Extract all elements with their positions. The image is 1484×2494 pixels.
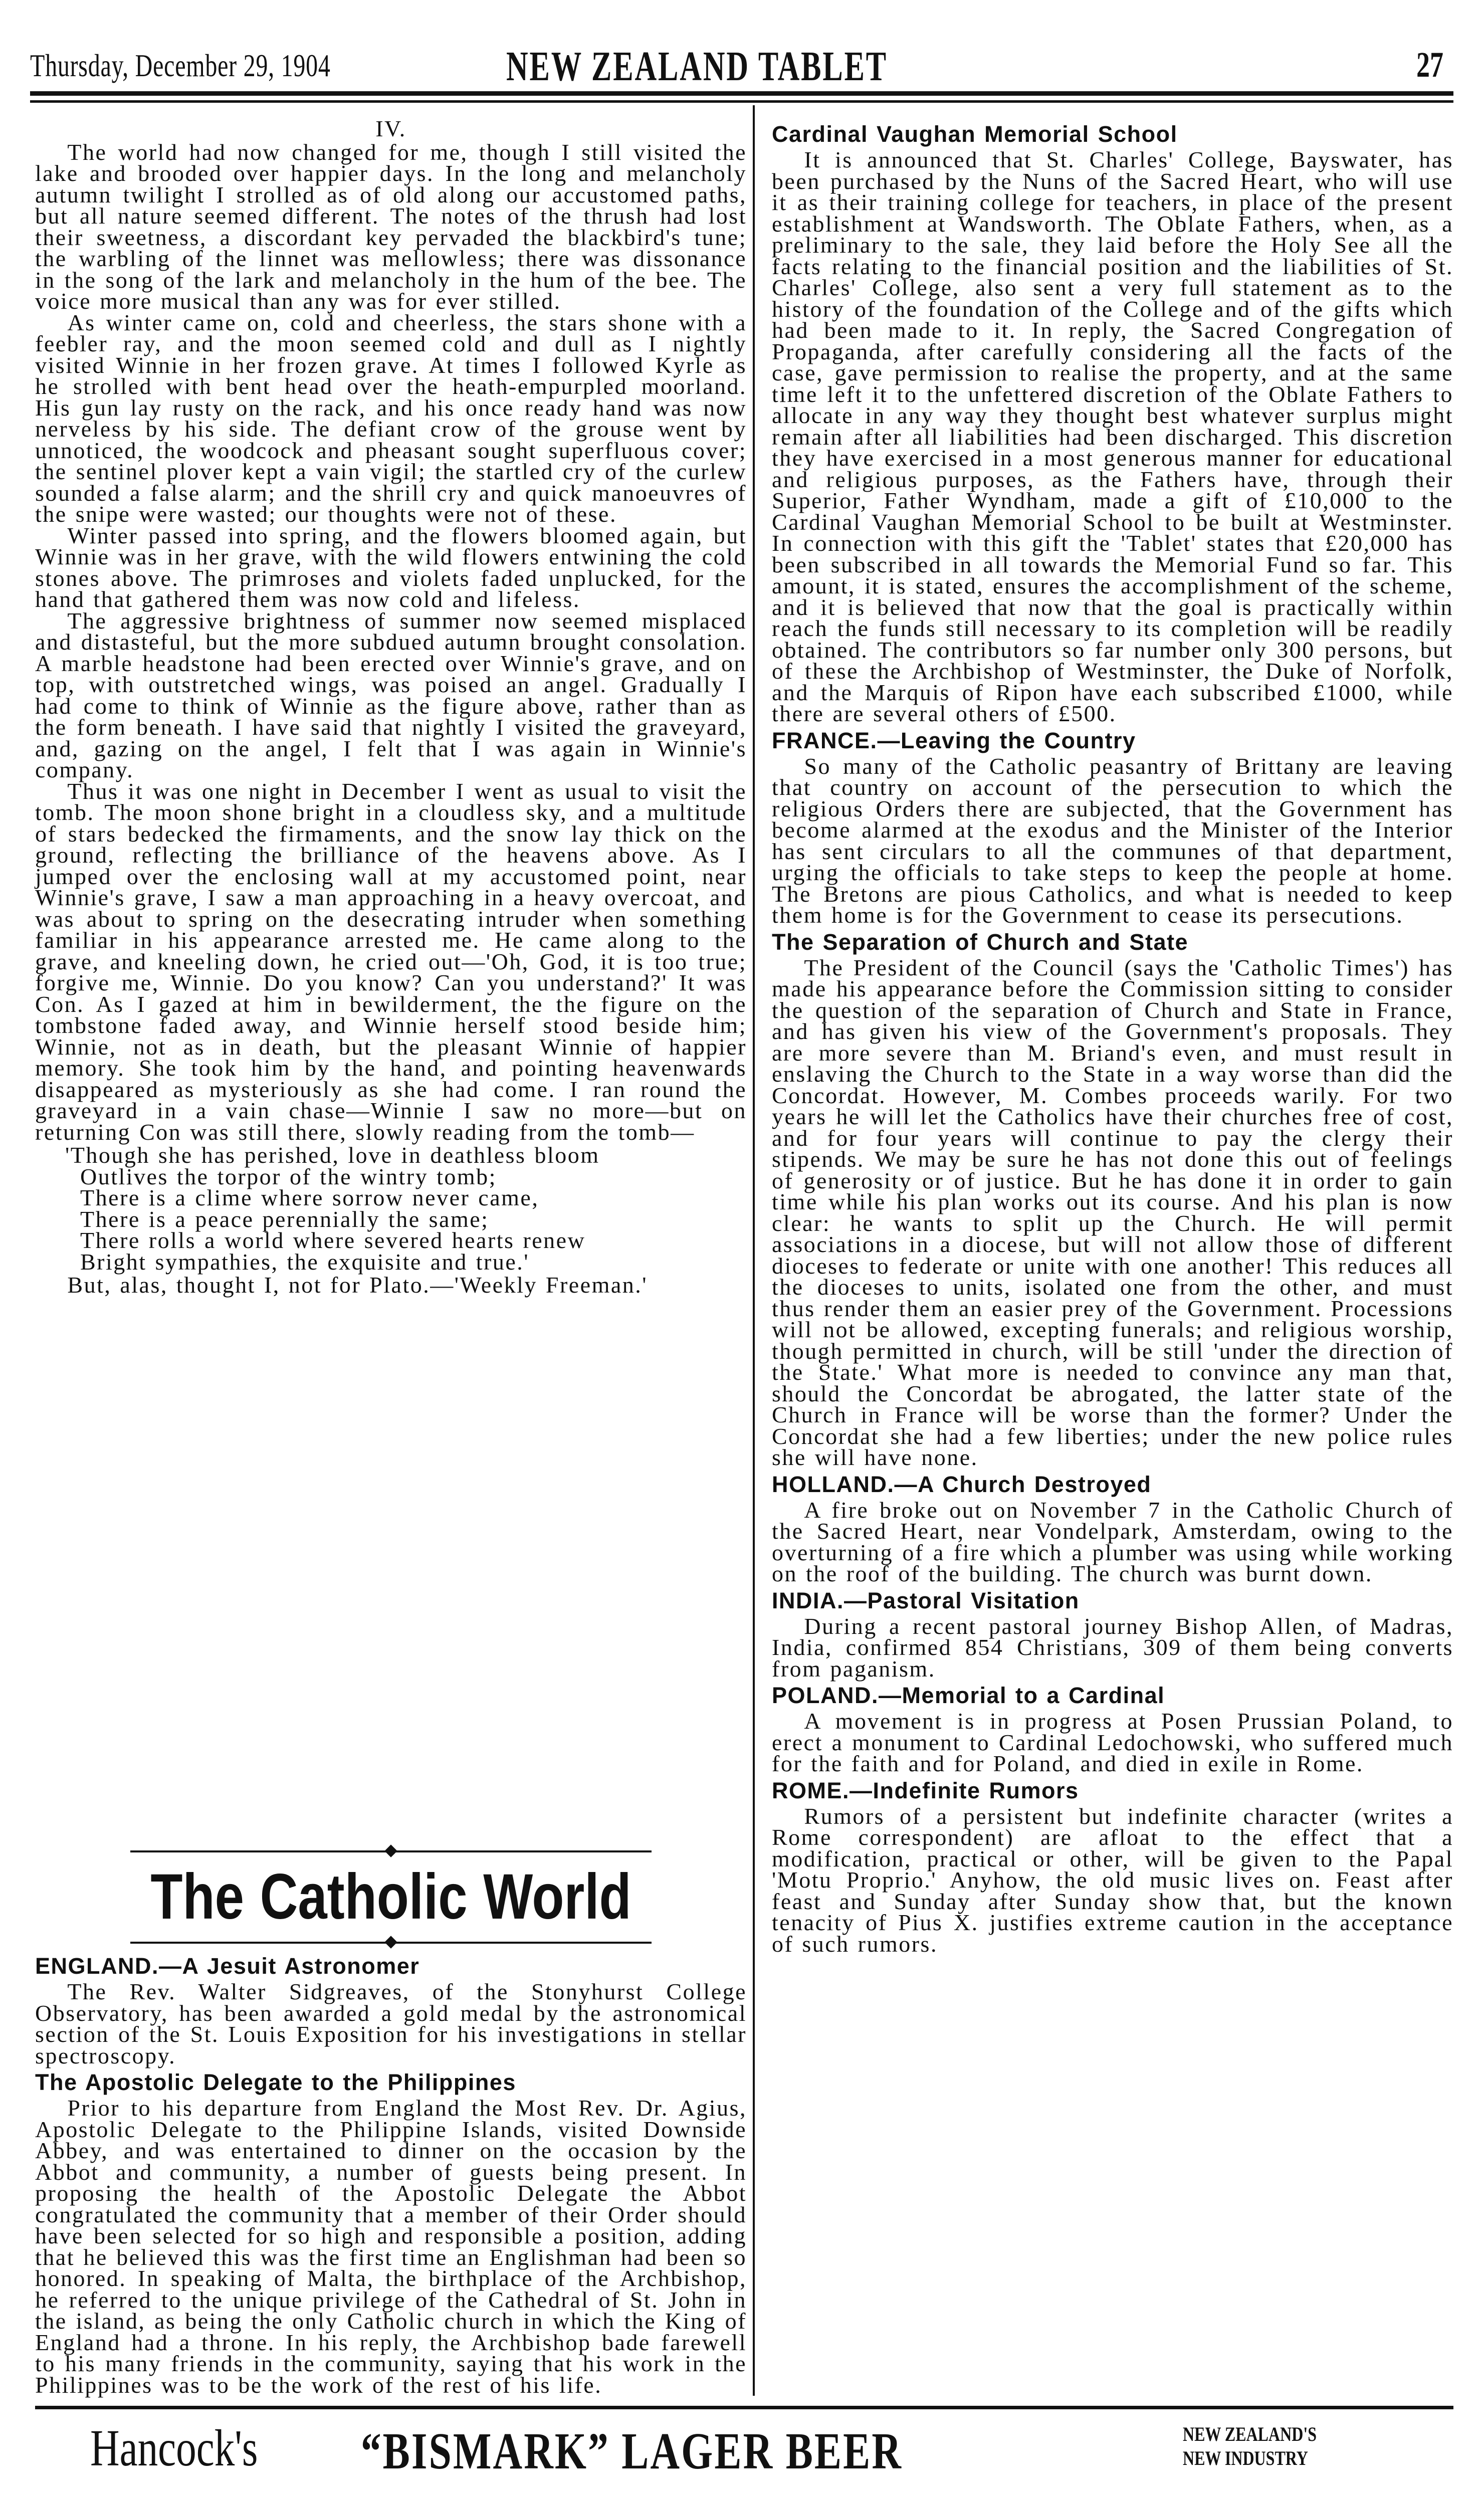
header-rule	[30, 91, 1453, 96]
article-heading: HOLLAND.—A Church Destroyed	[772, 1471, 1152, 1497]
article-body: The Rev. Walter Sidgreaves, of the Stonyhurst College Observatory, has been awarded a gold medal by the astronomical section of the St. Louis Exposition for his investigations in stellar spectroscopy.	[35, 1979, 747, 2068]
article-heading: ENGLAND.—A Jesuit Astronomer	[35, 1953, 420, 1979]
article-heading: POLAND.—Memorial to a Cardinal	[772, 1683, 1165, 1708]
article-body: Rumors of a persistent but indefinite character (writes a Rome correspondent) are afloat to the effect that a modification, practical or other, will be given to the Papal 'Motu Proprio.' Anyhow, the old music lives on. Feast after feast and Sunday after Sunday show that, but the known tenacity of Pius X. justifies extreme caution in the acceptance of such rumors.	[772, 1803, 1453, 1957]
article-heading: Cardinal Vaughan Memorial School	[772, 121, 1178, 147]
article-heading: The Separation of Church and State	[772, 929, 1189, 955]
article-body: During a recent pastoral journey Bishop Allen, of Madras, India, confirmed 854 Christians, 309 of them being converts from paganism.	[772, 1613, 1453, 1682]
poem-line: Outlives the torpor of the wintry tomb;	[80, 1163, 497, 1189]
poem	[35, 1142, 747, 1275]
section-number: IV.	[375, 116, 406, 141]
article-body: So many of the Catholic peasantry of Brittany are leaving that country on account of the persecution to which the religious Orders there are subjected, that the Government has become alarmed at the exodus and the Minister of the Interior has sent circulars to all the communes of that department, urging the officials to take steps to keep the people at home. The Bretons are pious Catholics, and what is needed to keep them home is for the Government to cease its persecutions.	[772, 753, 1453, 928]
page-number: 27	[1416, 45, 1443, 85]
story-paragraph: The world had now changed for me, though I still visited the lake and brooded over happier days. In the long and melancholy autumn twilight I strolled as of old along our accustomed paths, but all nature seemed different. The notes of the thrush had lost their sweetness, a discordant key pervaded the blackbird's tune; the warbling of the linnet was mellowless; there was dissonance in the song of the lark and melancholy in the hum of the bee. The voice more musical than any was for ever stilled.	[35, 139, 747, 314]
article-body: A fire broke out on November 7 in the Catholic Church of the Sacred Heart, near Vondelpark, Amsterdam, owing to the overturning of a fire which a plumber was using while working on the roof of the building. The church was burnt down.	[772, 1497, 1453, 1586]
article-heading: FRANCE.—Leaving the Country	[772, 727, 1136, 753]
ad-tagline	[1183, 2422, 1317, 2470]
article-body: Prior to his departure from England the Most Rev. Dr. Agius, Apostolic Delegate to the Philippine Islands, visited Downside Abbey, and was entertained to dinner on the occasion by the Abbot and community, a number of guests being present. In proposing the health of the Apostolic Delegate the Abbot congratulated the community that a member of their Order should have been selected for so high and responsible a position, adding that he believed this was the first time an Englishman had been so honored. In speaking of Malta, the birthplace of the Archbishop, he referred to the unique privilege of the Cathedral of St. John in the island, as being the only Catholic church in which the King of England had a throne. In his reply, the Archbishop bade farewell to his many friends in the community, saying that his work in the Philippines was to be the work of the rest of his life.	[35, 2095, 747, 2398]
poem-line: There rolls a world where severed hearts renew	[80, 1227, 586, 1253]
newspaper-title: NEW ZEALAND TABLET	[506, 43, 888, 90]
issue-date: Thursday, December 29, 1904	[30, 48, 331, 83]
ad-tagline-line: NEW ZEALAND'S	[1183, 2423, 1317, 2445]
diamond-ornament-icon	[384, 1936, 397, 1948]
advertisement-banner	[0, 2418, 1484, 2488]
ad-product: “BISMARK” LAGER BEER	[361, 2422, 903, 2480]
masthead	[30, 40, 1453, 90]
story-closing: But, alas, thought I, not for Plato.—'Weekly Freeman.'	[67, 1272, 648, 1298]
poem-line: 'Though she has perished, love in deathless bloom	[65, 1142, 600, 1168]
article-heading: The Apostolic Delegate to the Philippines	[35, 2069, 516, 2095]
article-heading: ROME.—Indefinite Rumors	[772, 1777, 1079, 1803]
story-paragraph: Winter passed into spring, and the flowers bloomed again, but Winnie was in her grave, with the wild flowers entwining the cold stones above. The primroses and violets faded unplucked, for the hand that gathered them was now cold and lifeless.	[35, 522, 747, 612]
article-body: A movement is in progress at Posen Prussian Poland, to erect a monument to Cardinal Ledochowski, who suffered much for the faith and for Poland, and died in exile in Rome.	[772, 1708, 1453, 1776]
column-divider	[753, 105, 755, 2396]
article-heading: INDIA.—Pastoral Visitation	[772, 1587, 1080, 1613]
poem-line: There is a peace perennially the same;	[80, 1206, 489, 1232]
ad-brand: Hancock's	[90, 2419, 258, 2477]
footer-rule	[35, 2406, 1453, 2409]
story-paragraph: As winter came on, cold and cheerless, the stars shone with a feebler ray, and the moon seemed cold and dull as I nightly visited Winnie in her frozen grave. At times I followed Kyrle as he strolled with bent head over the heath-empurpled moorland. His gun lay rusty on the rack, and his once ready hand was now nerveless by his side. The defiant crow of the grouse went by unnoticed, the woodcock and pheasant sought superfluous cover; the sentinel plover kept a vain vigil; the startled cry of the curlew sounded a false alarm; and the shrill cry and quick manoeuvres of the snipe were wasted; our thoughts were not of these.	[35, 309, 747, 527]
story-paragraph: Thus it was one night in December I went as usual to visit the tomb. The moon shone bright in a cloudless sky, and a multitude of stars bedecked the firmaments, and the snow lay thick on the ground, reflecting the brilliance of the heavens above. As I jumped over the enclosing wall at my accustomed point, near Winnie's grave, I saw a man approaching in a heavy overcoat, and was about to spring on the desecrating intruder when something familiar in his appearance arrested me. He came along to the grave, and kneeling down, he cried out—'Oh, God, it is too true; forgive me, Winnie. Do you know? Can you understand?' It was Con. As I gazed at him in bewilderment, the the figure on the tombstone faded away, and Winnie herself stood beside him; Winnie, not as in death, but the pleasant Winnie of happier memory. She took him by the hand, and pointing heavenwards disappeared as mysteriously as she had come. I ran round the graveyard in a vain chase—Winnie I saw no more—but on returning Con was still there, slowly reading from the tomb—	[35, 778, 747, 1145]
ornamental-rule	[130, 1937, 652, 1948]
story-paragraph: The aggressive brightness of summer now seemed misplaced and distasteful, but the more subdued autumn brought consolation. A marble headstone had been erected over Winnie's grave, and on top, with outstretched wings, was poised an angel. Gradually I had come to think of Winnie as the figure above, rather than as the form beneath. I have said that nightly I visited the graveyard, and, gazing on the angel, I felt that I was again in Winnie's company.	[35, 607, 747, 782]
header-rule-thin	[30, 100, 1453, 103]
article-body: It is announced that St. Charles' College, Bayswater, has been purchased by the Nuns of the Sacred Heart, who will use it as their training college for teachers, in place of the present establishment at Wandsworth. The Oblate Fathers, when, as a preliminary to the sale, they laid before the Holy See all the facts relating to the financial position and the liabilities of St. Charles' College, also sent a very full statement as to the history of the foundation of the College and of the gifts which had been made to it. In reply, the Sacred Congregation of Propaganda, after carefully considering all the facts of the case, gave permission to realise the property, and at the same time left it to the unfettered discretion of the Oblate Fathers to allocate in any way they thought best whatever surplus might remain after all liabilities had been discharged. This discretion they have exercised in a most generous manner for educational and religious purposes, as the Fathers have, through their Superior, Father Wyndham, made a gift of £10,000 to the Cardinal Vaughan Memorial School to be built at Westminster. In connection with this gift the 'Tablet' states that £20,000 has been subscribed in all towards the Memorial Fund so far. This amount, it is stated, ensures the accomplishment of the scheme, and it is believed that now that the goal is practically within reach the funds still necessary to its completion will be readily obtained. The contributors so far number only 300 persons, but of these the Archbishop of Westminster, the Duke of Norfolk, and the Marquis of Ripon have each subscribed £1000, while there are several others of £500.	[772, 147, 1453, 726]
story-column	[35, 118, 747, 1296]
poem-line: Bright sympathies, the exquisite and true.'	[80, 1249, 530, 1275]
ornamental-rule	[130, 1846, 652, 1857]
diamond-ornament-icon	[384, 1844, 397, 1857]
ad-tagline-line: NEW INDUSTRY	[1183, 2447, 1308, 2469]
article-body: The President of the Council (says the 'Catholic Times') has made his appearance before the Commission sitting to consider the question of the separation of Church and State in France, and has given his view of the Government's proposals. They are more severe than M. Briand's even, and must result in enslaving the Church to the State in a way worse than did the Concordat. However, M. Combes proceeds warily. For two years he will let the Catholics have their churches free of cost, and for four years will continue to pay the clergy their stipends. We may be sure he has not done this out of feelings of generosity or of justice. But he has done it in order to gain time while his plan works out its course. And his plan is now clear: he wants to split up the Church. He will permit associations in a diocese, but will not allow those of different dioceses to federate or unite with one another! This reduces all the dioceses to units, isolated one from the other, and must thus render them an easier prey of the Government. Processions will not be allowed, excepting funerals; and religious worship, though permitted in church, will be still 'under the direction of the State.' What more is needed to convince any man that, should the Concordat be abrogated, the latter state of the Church in France will be worse than the former? Under the Concordat she had a few liberties; under the new police rules she will have none.	[772, 954, 1453, 1470]
catholic-world-section	[35, 1841, 747, 2396]
poem-line: There is a clime where sorrow never came,	[80, 1185, 539, 1210]
right-column	[772, 118, 1453, 1955]
section-title: The Catholic World	[150, 1861, 631, 1933]
